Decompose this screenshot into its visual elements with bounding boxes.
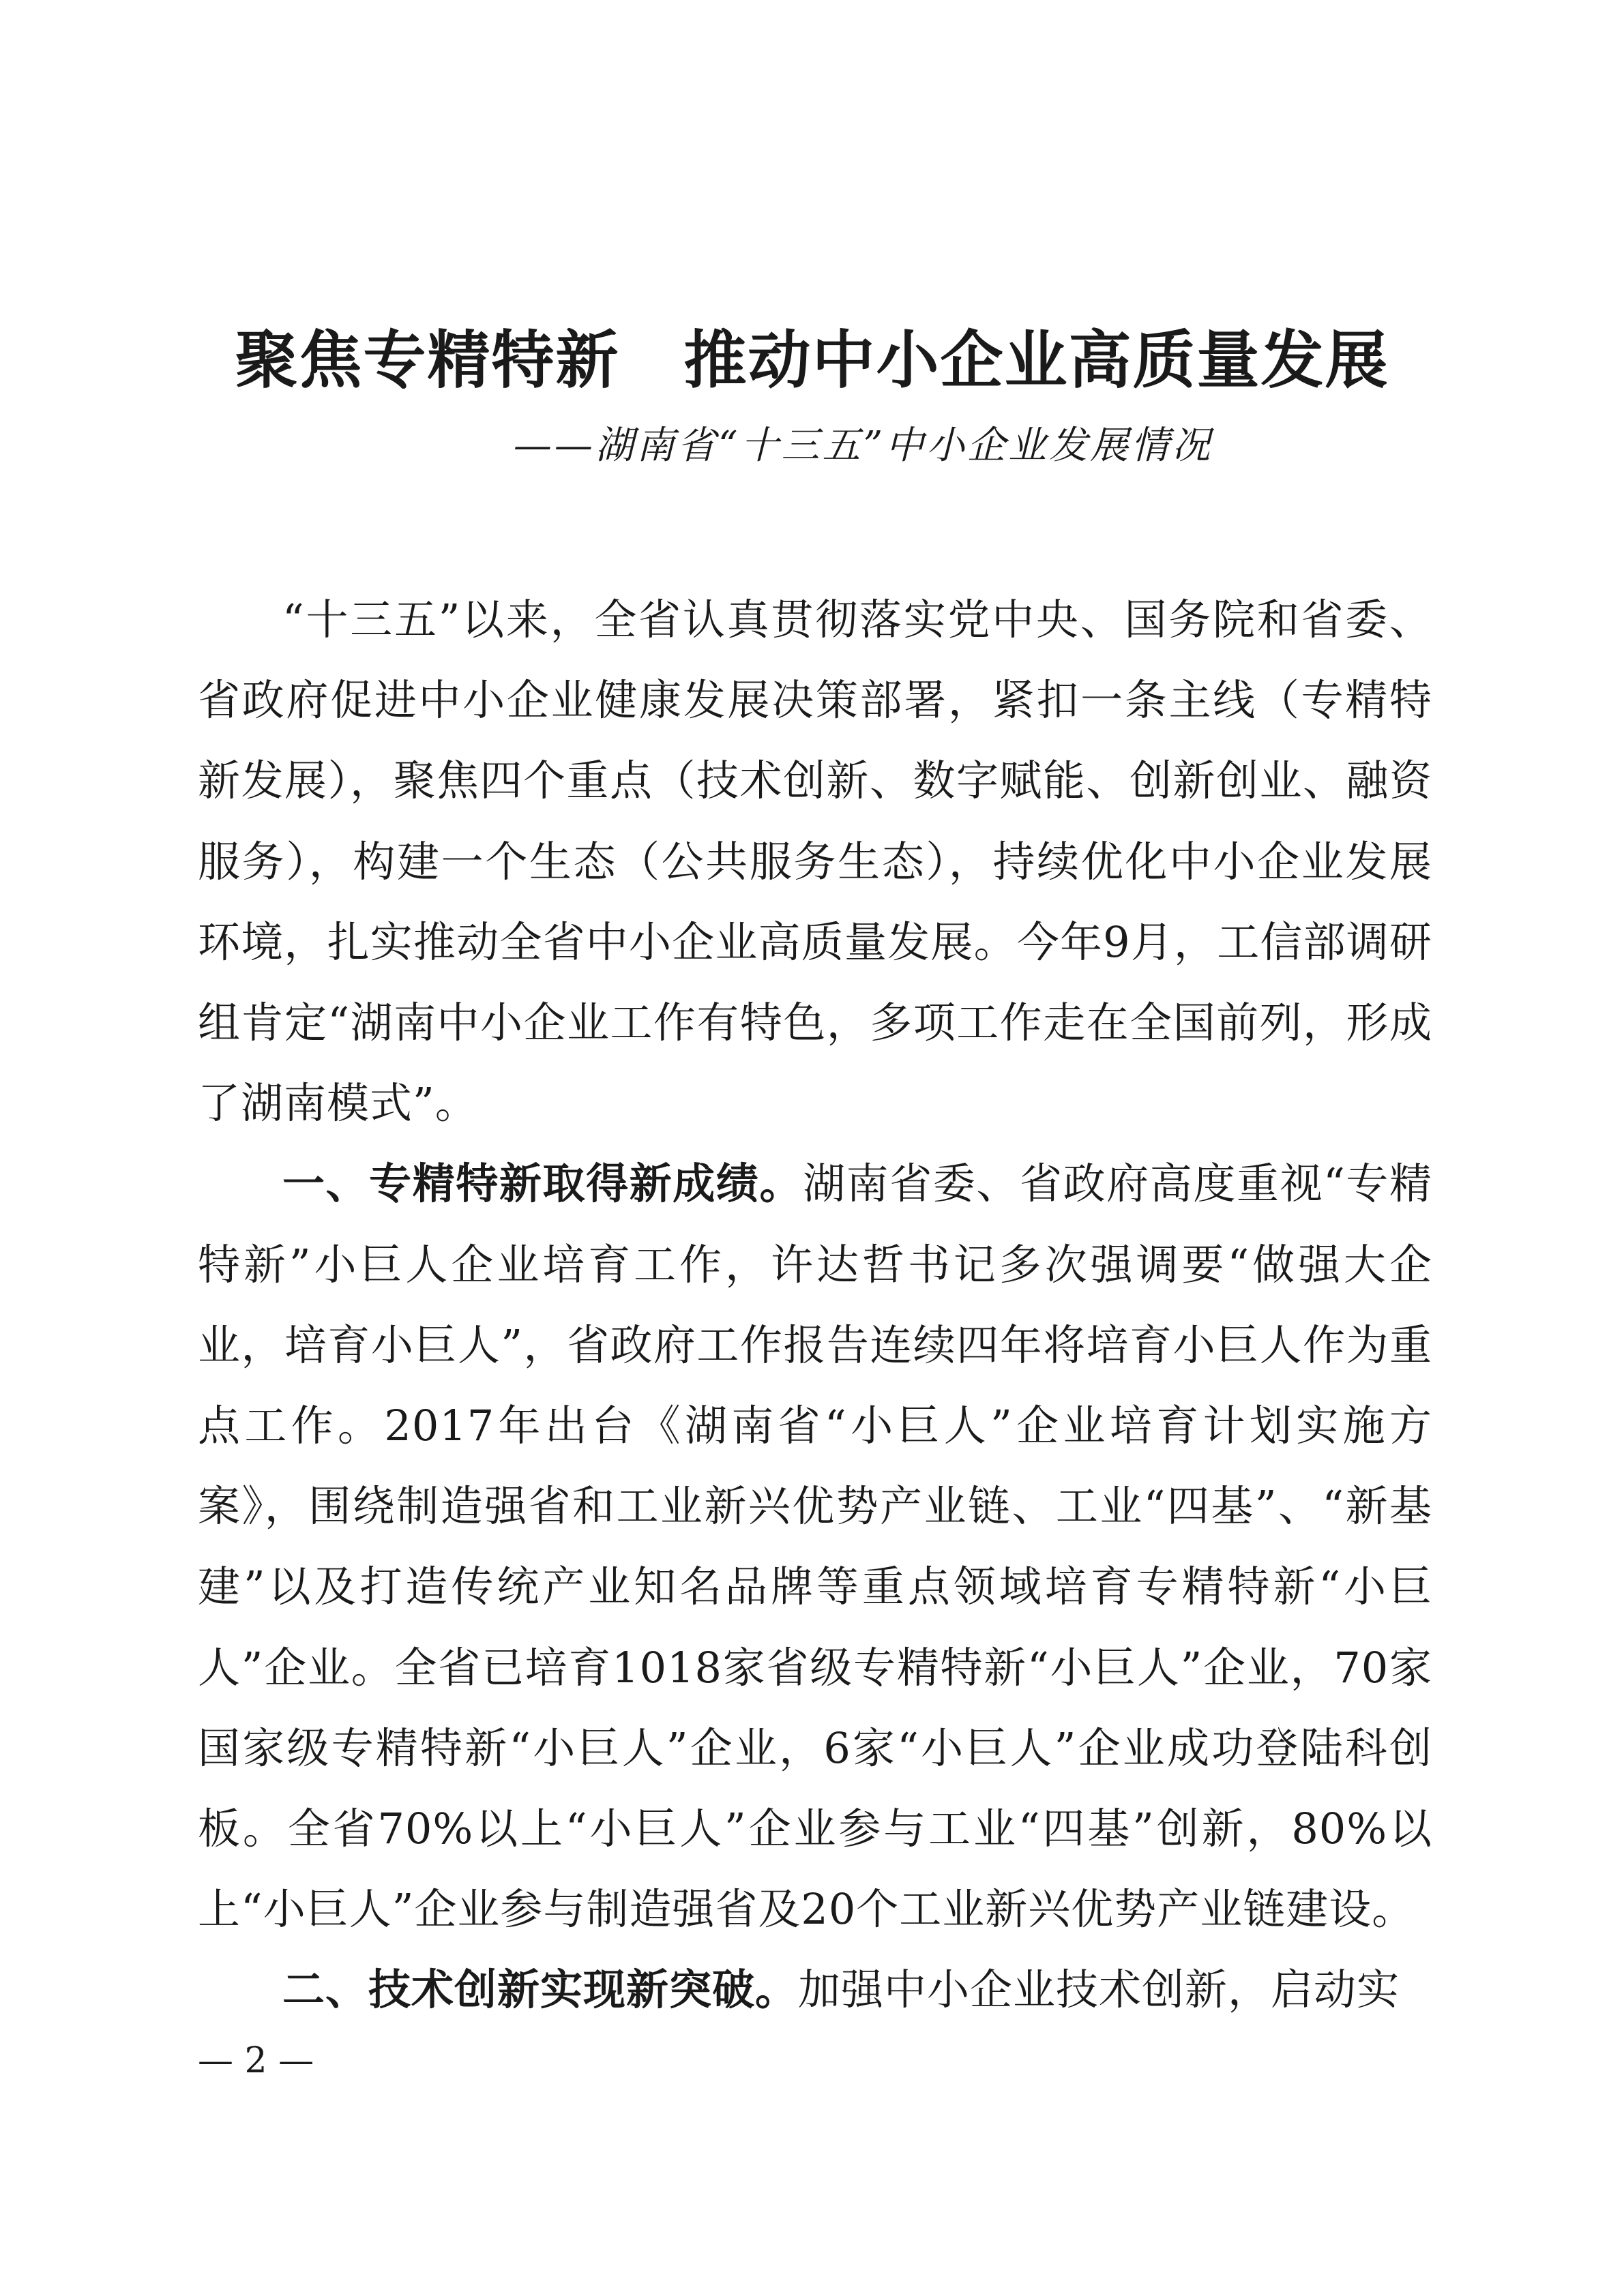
paragraph-text: 湖南省委、省政府高度重视“专精特新”小巨人企业培育工作，许达哲书记多次强调要“做强大企业，培育小巨人”，省政府工作报告连续四年将培育小巨人作为重点工作。2017年出台《湖南省“小巨人”企业培育计划实施方案》，围绕制造强省和工业新兴优势产业链、工业“四基”、“新基建”以及打造传统产业知名品牌等重点领域培育专精特新“小巨人”企业。全省已培育1018家省级专精特新“小巨人”企业，70家国家级专精特新“小巨人”企业，6家“小巨人”企业成功登陆科创板。全省70%以上“小巨人”企业参与工业“四基”创新，80%以上“小巨人”企业参与制造强省及20个工业新兴优势产业链建设。 bbox=[198, 1159, 1432, 1935]
paragraph-intro bbox=[198, 580, 1432, 1144]
section-heading: 二、技术创新实现新突破。 bbox=[282, 1965, 799, 2015]
paragraph-text: 加强中小企业技术创新，启动实 bbox=[798, 1965, 1400, 2015]
document-subtitle: ——湖南省“十三五”中小企业发展情况 bbox=[513, 423, 1213, 468]
paragraph-section-1 bbox=[198, 1144, 1432, 1950]
paragraph-text: “十三五”以来，全省认真贯彻落实党中央、国务院和省委、省政府促进中小企业健康发展决策部署，紧扣一条主线（专精特新发展），聚焦四个重点（技术创新、数字赋能、创新创业、融资服务），构建一个生态（公共服务生态），持续优化中小企业发展环境，扎实推动全省中小企业高质量发展。今年9月，工信部调研组肯定“湖南中小企业工作有特色，多项工作走在全国前列，形成了湖南模式”。 bbox=[198, 595, 1432, 1129]
paragraph-section-2 bbox=[198, 1950, 1432, 2030]
document-title: 聚焦专精特新 推动中小企业高质量发展 bbox=[235, 323, 1389, 397]
page-number: — 2 — bbox=[198, 2040, 314, 2081]
document-body bbox=[198, 580, 1432, 2031]
section-heading: 一、专精特新取得新成绩。 bbox=[282, 1159, 803, 1209]
